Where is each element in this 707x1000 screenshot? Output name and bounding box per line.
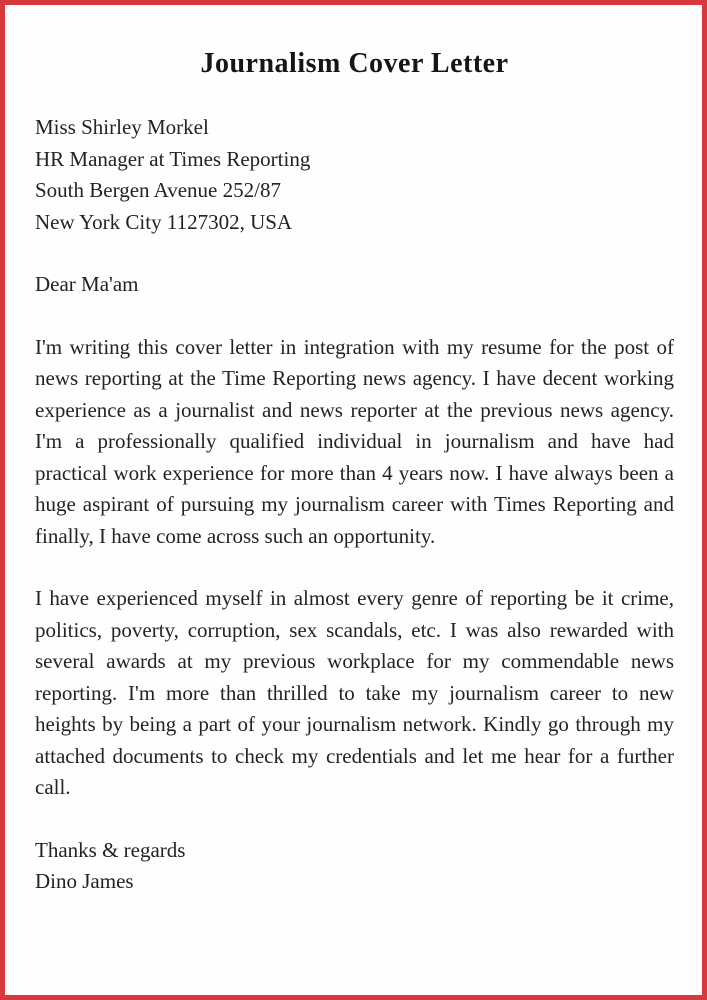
salutation: Dear Ma'am (35, 272, 139, 296)
closing-regards: Thanks & regards (35, 837, 186, 862)
recipient-role: HR Manager at Times Reporting (35, 146, 311, 171)
recipient-address-block (35, 112, 674, 238)
recipient-name: Miss Shirley Morkel (35, 115, 209, 139)
closing-block (35, 835, 674, 898)
signature-name: Dino James (35, 869, 134, 893)
body-paragraph-1: I'm writing this cover letter in integration with my resume for the post of news reporting at the Time Reporting news agency. I have decent working experience as a journalist and news reporter at the previous news agency. I'm a professionally qualified individual in journalism and have had practical work experience for more than 4 years now. I have always been a huge aspirant of pursuing my journalism career with Times Reporting and finally, I have come across such an opportunity. (35, 334, 674, 548)
recipient-street: South Bergen Avenue 252/87 (35, 178, 281, 202)
body-paragraph-2: I have experienced myself in almost every genre of reporting be it crime, politics, poverty, corruption, sex scandals, etc. I was also rewarded with several awards at my previous workplace for my commendable news reporting. I'm more than thrilled to take my journalism career to new heights by being a part of your journalism network. Kindly go through my attached documents to check my credentials and let me hear for a further call. (35, 586, 674, 799)
recipient-city: New York City 1127302, USA (35, 209, 293, 234)
page-title: Journalism Cover Letter (200, 48, 509, 79)
